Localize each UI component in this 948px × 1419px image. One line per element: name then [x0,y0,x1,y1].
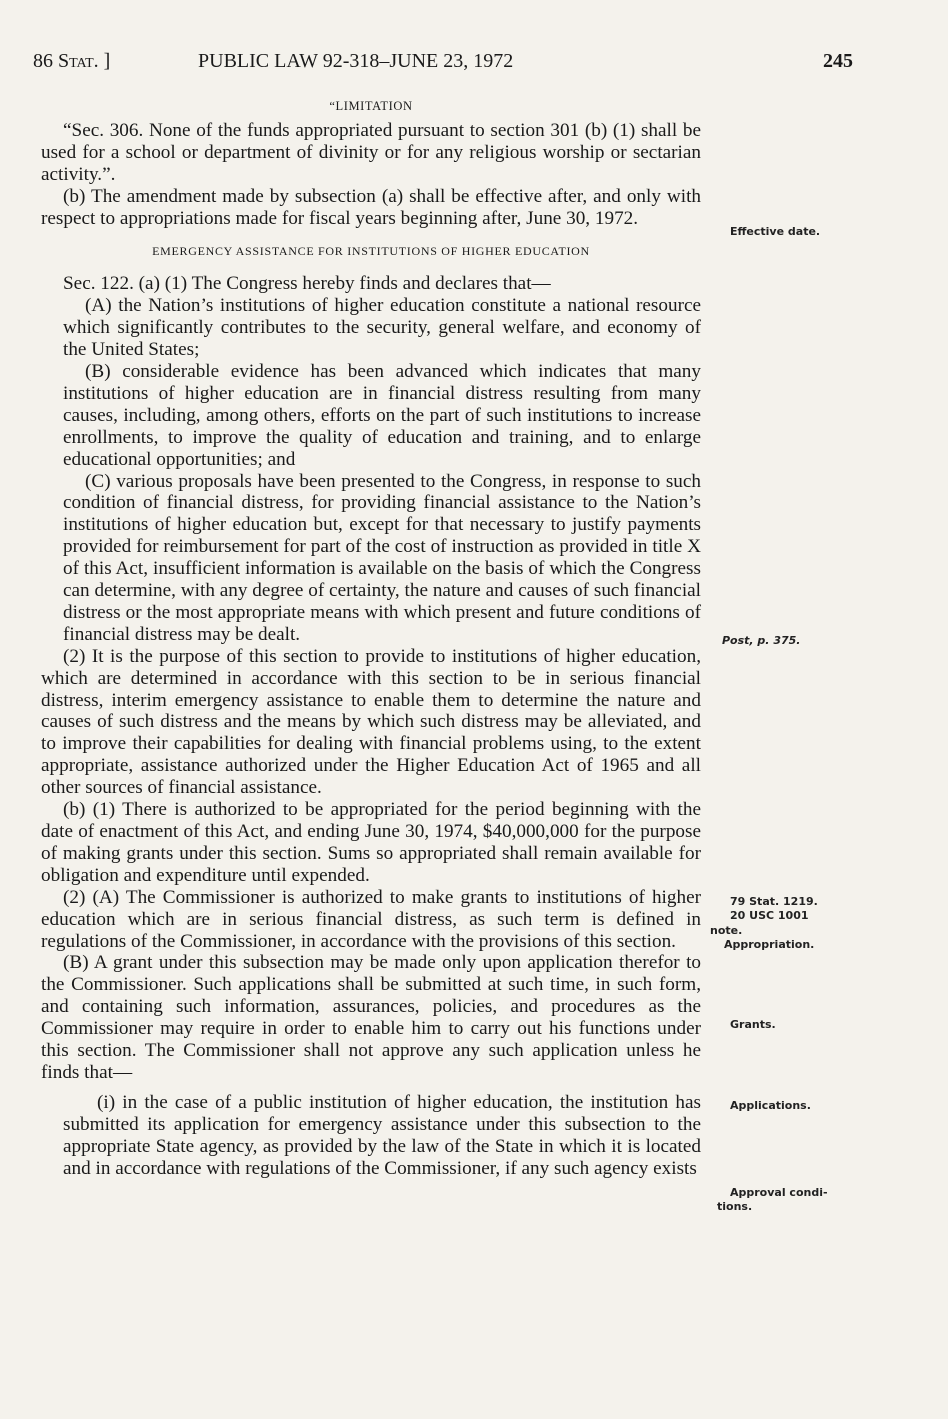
margin-note-appropriation: Appropriation. [724,938,815,951]
appropriation-paragraph: (b) (1) There is authorized to be appropriated for the period beginning with the date of enactment of this Act, and ending June 30, 1974, $40,000,000 for the purpose of making grants under this section. Sums so appropriated shall remain available for obligation and expenditure until expended. [41,799,701,886]
sec122-intro: Sec. 122. (a) (1) The Congress hereby finds and declares that— [63,273,551,295]
margin-note-approval-1: Approval condi- [730,1186,828,1199]
finding-b: (B) considerable evidence has been advanced which indicates that many institutions of higher education are in financial distress resulting from many causes, including, among others, efforts on the part of such institutions to increase enrollments, to improve the quality of education and training, and to enlarge educational opportunities; and [63,360,701,470]
purpose-paragraph: (2) It is the purpose of this section to provide to institutions of higher education, which are determined in accordance with this section to be in serious financial distress, interim emergency assistance to enable them to determine the nature and causes of such distress and the means by which such distress may be alleviated, and to improve their capabilities for dealing with financial problems using, to the extent appropriate, assistance authorized under the Higher Education Act of 1965 and all other sources of financial assistance. [41,645,701,799]
sec306-paragraph: “Sec. 306. None of the funds appropriated pursuant to section 301 (b) (1) shall be used for a school or department of divinity or for any religious worship or sectarian activity.”. [41,119,701,185]
applications-paragraph: (B) A grant under this subsection may be made only upon application therefor to the Commissioner. Such applications shall be submitted at such time, in such form, and containing such information, assurances, policies, and procedures as the Commissioner may require in order to enable him to carry out his functions under this section. The Commissioner shall not approve any such application unless he finds that— [41,952,701,1083]
condition-i-paragraph: (i) in the case of a public institution of higher education, the institution has submitted its application for emergency assistance under this subsection to the appropriate State agency, as provided by the law of the State in which it is located and in accordance with regulations of the Commissioner, if any such agency exists [63,1091,701,1179]
margin-note-stat-2: 20 USC 1001 [730,909,809,922]
finding-c: (C) various proposals have been presented to the Congress, in response to such condition of financial distress, for providing financial assistance to the Nation’s institutions of higher education but, except for that necessary to justify payments provided for reimbursement for part of the cost of instruction as provided in title X of this Act, insufficient information is available on the basis of which the Congress can determine, with any degree of certainty, the nature and causes of such financial distress or the most appropriate means with which present and future conditions of financial distress may be dealt. [63,470,701,645]
header-title: PUBLIC LAW 92-318–JUNE 23, 1972 [198,50,514,72]
margin-note-post: Post, p. 375. [722,634,801,647]
grants-paragraph: (2) (A) The Commissioner is authorized to make grants to institutions of higher education which are in serious financial distress, as such term is defined in regulations of the Commissioner, in accordance with the provisions of this section. [41,886,701,952]
header-page-number: 245 [823,50,853,72]
page-header [33,50,853,80]
margin-note-stat-3: note. [710,924,743,937]
subsection-b-paragraph: (b) The amendment made by subsection (a) shall be effective after, and only with respect to appropriations made for fiscal years beginning after, June 30, 1972. [41,185,701,229]
margin-note-applications: Applications. [730,1099,811,1112]
margin-note-stat-1: 79 Stat. 1219. [730,895,818,908]
finding-a: (A) the Nation’s institutions of higher education constitute a national resource which significantly contributes to the security, general welfare, and economy of the United States; [63,295,701,361]
body-text [41,96,701,1180]
limitation-caption: “LIMITATION [329,99,413,113]
section-heading: EMERGENCY ASSISTANCE FOR INSTITUTIONS OF HIGHER EDUCATION [152,244,590,259]
margin-note-approval-2: tions. [717,1200,753,1213]
margin-note-grants: Grants. [730,1018,776,1031]
margin-note-effective-date: Effective date. [730,225,821,238]
header-statute-ref: 86 Stat. ] [33,50,111,72]
